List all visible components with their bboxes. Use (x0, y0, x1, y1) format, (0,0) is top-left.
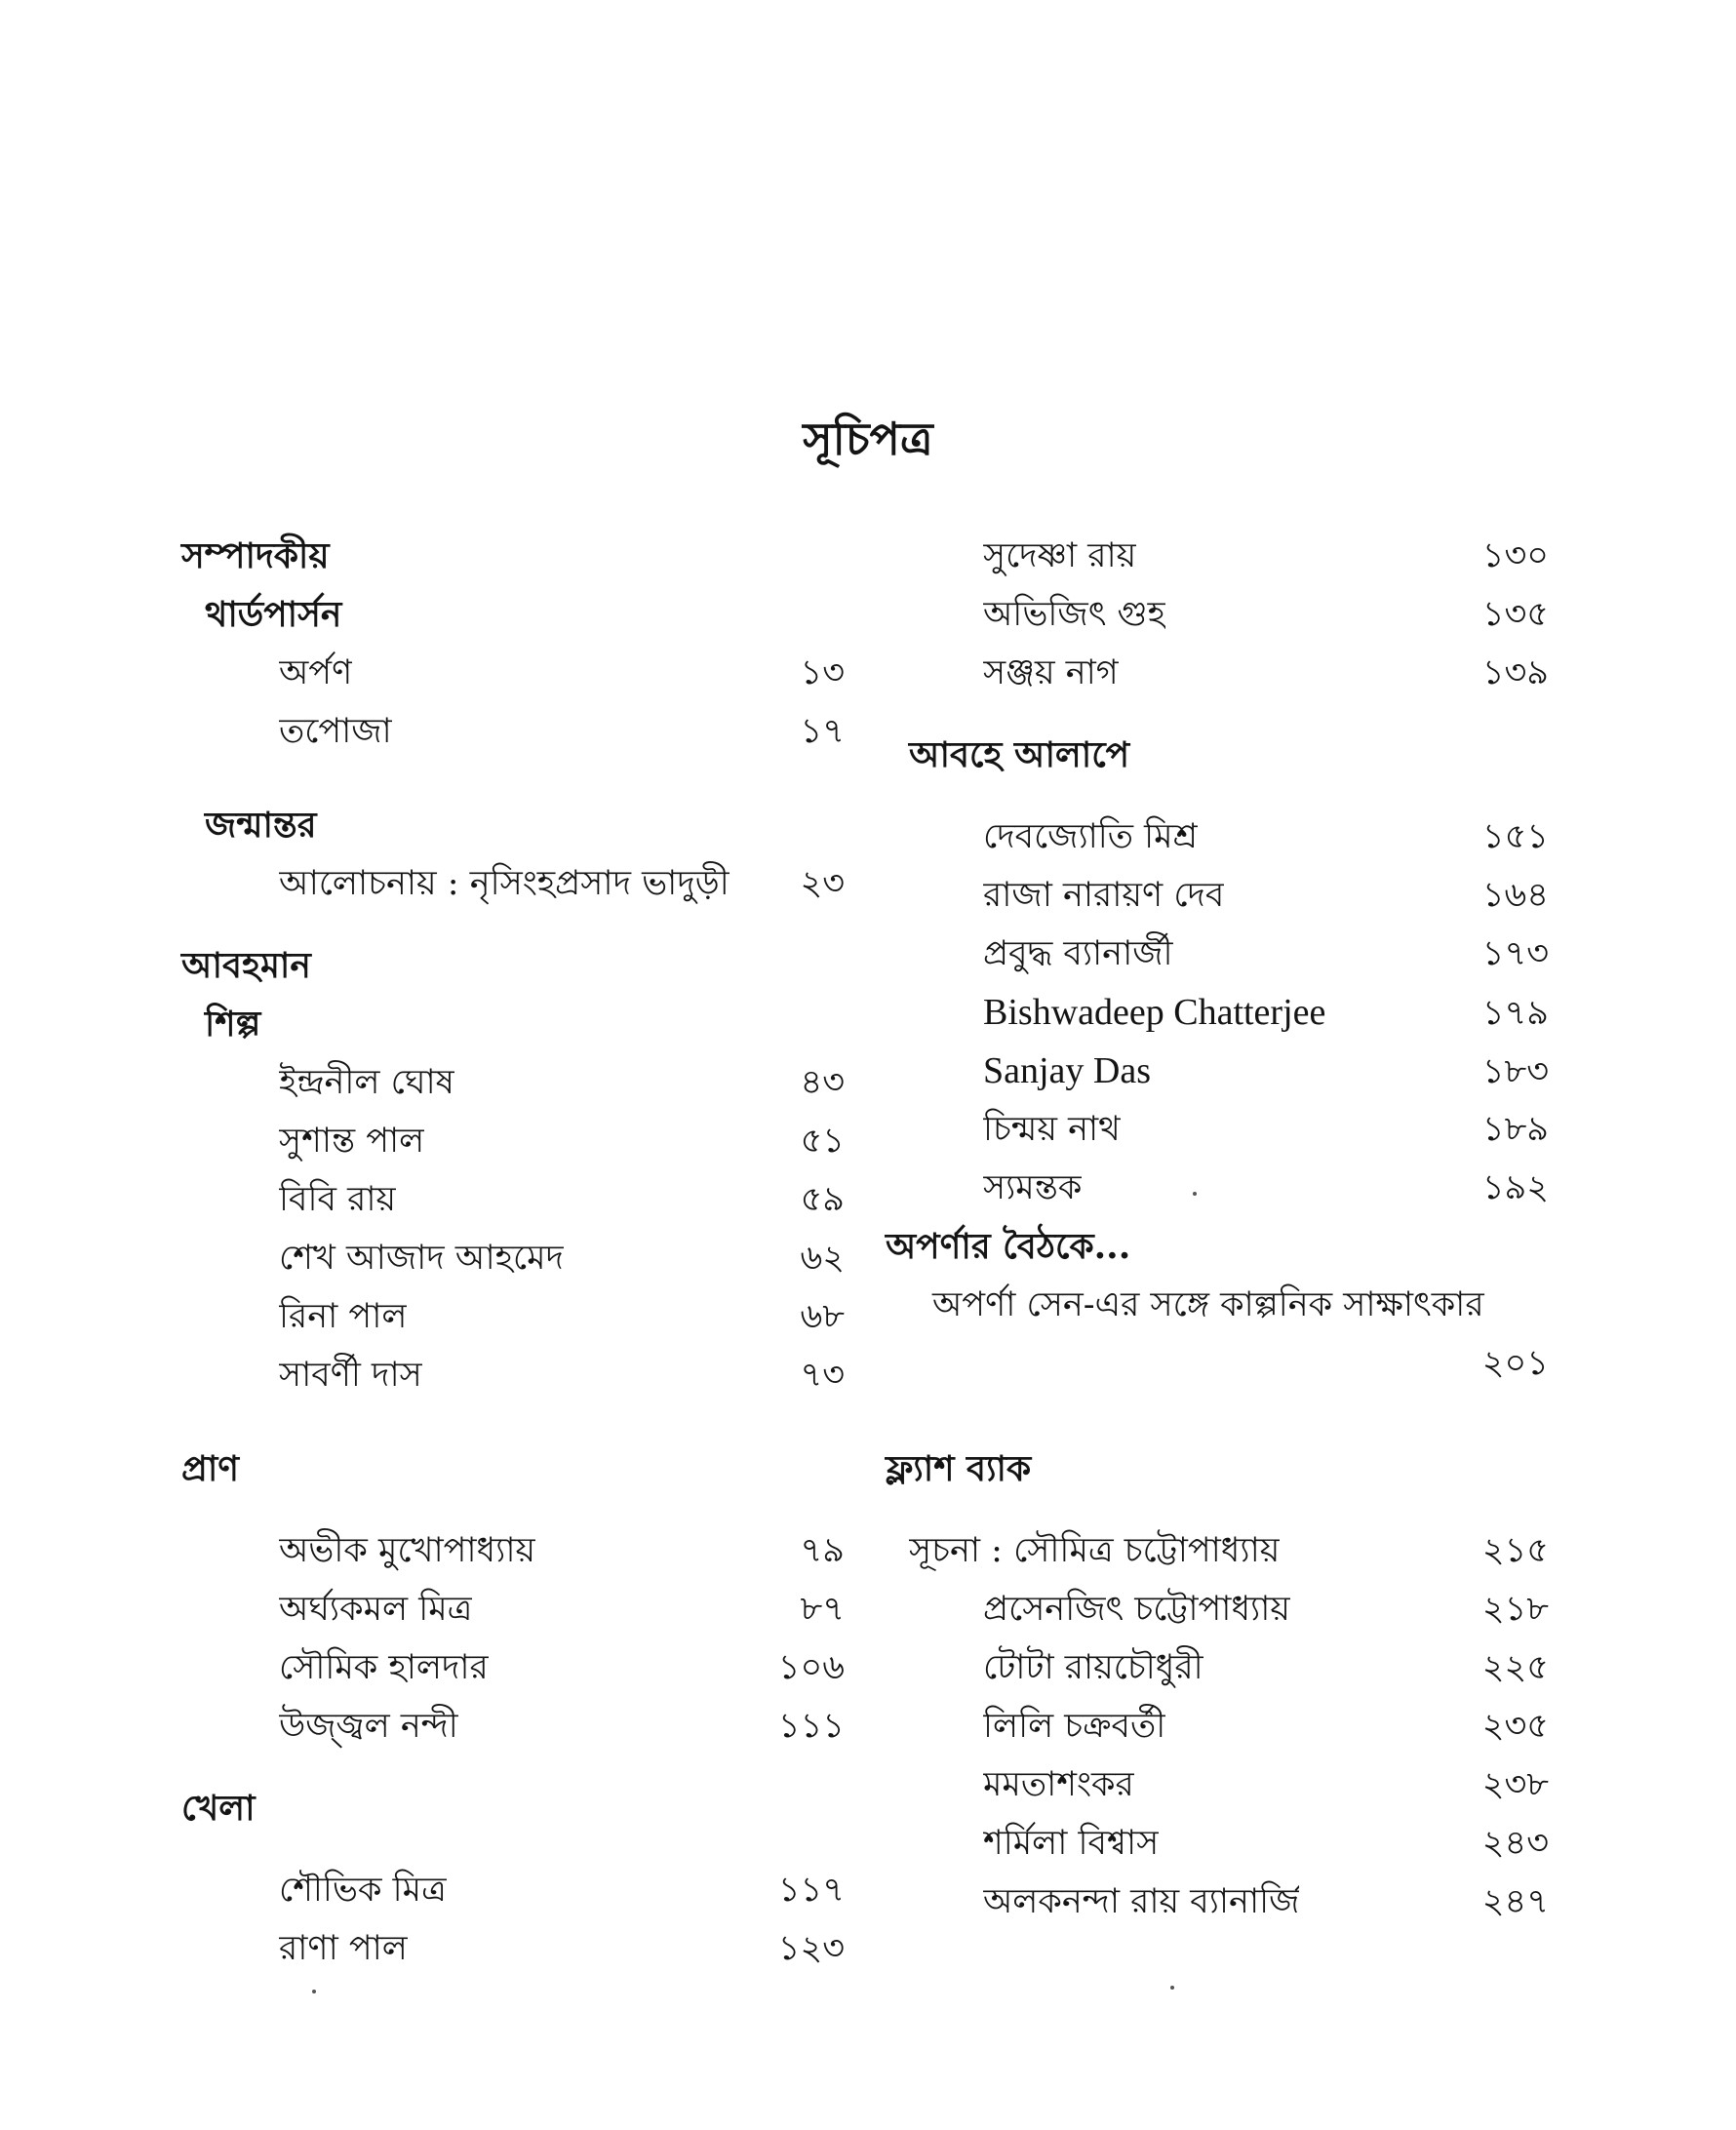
toc-entry[interactable] (886, 527, 1549, 585)
toc-entry[interactable] (181, 1638, 845, 1697)
entry-page-number: ২৪৭ (1481, 1882, 1549, 1921)
entry-page-number: ২৩৮ (1481, 1765, 1549, 1804)
entry-title: অর্ঘ্যকমল মিত্র (279, 1590, 473, 1629)
section-heading-third-person: থার্ডপার্সন (205, 594, 342, 635)
entry-title: রাজা নারায়ণ দেব (983, 876, 1225, 915)
entry-title: লিলি চক্রবর্তী (983, 1707, 1166, 1746)
entry-title: শর্মিলা বিশ্বাস (983, 1824, 1160, 1863)
entry-page-number: ২২৫ (1481, 1648, 1549, 1687)
toc-entry[interactable] (181, 1580, 845, 1638)
entry-title: সৌমিক হালদার (279, 1648, 489, 1687)
section-heading-aparnar-baithake: অপর্ণার বৈঠকে... (886, 1226, 1131, 1267)
entry-title: Bishwadeep Chatterjee (983, 992, 1326, 1033)
entry-page-number: ২৩ (800, 864, 845, 903)
entry-page-number: ২৪৩ (1481, 1824, 1549, 1863)
entry-page-number: ৭৩ (800, 1356, 845, 1395)
entry-title: প্রসেনজিৎ চট্টোপাধ্যায় (983, 1590, 1290, 1629)
toc-entry[interactable] (181, 1053, 845, 1112)
entry-page-number: ১৩০ (1481, 536, 1549, 575)
toc-entry[interactable] (886, 1042, 1549, 1100)
entry-title: অভীক মুখোপাধ্যায় (279, 1531, 536, 1570)
toc-entry[interactable] (886, 585, 1549, 644)
entry-title: বিবি রায় (279, 1180, 397, 1219)
toc-entry[interactable] (886, 1159, 1549, 1217)
section-heading-flashback: ফ্ল্যাশ ব্যাক (886, 1448, 1032, 1489)
section-heading-abahe-alape: আবহে আলাপে (909, 734, 1130, 775)
toc-entry[interactable] (886, 1521, 1549, 1580)
entry-title: স্যমন্তক (983, 1168, 1083, 1207)
toc-entry[interactable] (886, 866, 1549, 925)
toc-entry[interactable] (886, 1580, 1549, 1638)
entry-title: অর্পণ (279, 653, 353, 692)
section-heading-janmantar: জন্মান্তর (205, 805, 317, 846)
section-heading-shilpa: শিল্প (205, 1004, 261, 1045)
toc-entry[interactable] (181, 702, 845, 761)
entry-title: টোটা রায়চৌধুরী (983, 1648, 1203, 1687)
entry-title: রাণা পাল (279, 1929, 408, 1968)
toc-entry[interactable] (886, 1638, 1549, 1697)
toc-entry[interactable] (181, 1861, 845, 1919)
toc-entry[interactable] (886, 925, 1549, 983)
entry-page-number: ১৮৩ (1481, 1052, 1549, 1091)
entry-title: তপোজা (279, 712, 392, 751)
entry-title: সাবর্ণী দাস (279, 1356, 422, 1395)
right-column (886, 527, 1549, 1931)
toc-entry[interactable] (181, 1521, 845, 1580)
toc-entry[interactable] (181, 1229, 845, 1287)
entry-page-number: ২০১ (1481, 1344, 1549, 1383)
entry-title: সূচনা : সৌমিত্র চট্টোপাধ্যায় (909, 1531, 1281, 1570)
entry-page-number: ১১১ (777, 1707, 845, 1746)
toc-entry[interactable] (886, 644, 1549, 702)
toc-entry[interactable] (181, 1112, 845, 1170)
entry-page-number: ১১৭ (777, 1871, 845, 1910)
entry-page-number: ১৭৩ (1481, 934, 1549, 973)
toc-entry[interactable] (886, 1100, 1549, 1159)
entry-page-number: ১৩৯ (1481, 653, 1549, 692)
entry-page-number: ৫৯ (800, 1180, 845, 1219)
toc-entry[interactable] (181, 1697, 845, 1755)
toc-entry[interactable] (181, 644, 845, 702)
entry-title: ইন্দ্রনীল ঘোষ (279, 1063, 454, 1102)
entry-page-number: ১৮৯ (1481, 1110, 1549, 1149)
entry-page-number: ১০৬ (777, 1648, 845, 1687)
entry-title: প্রবুদ্ধ ব্যানার্জী (983, 934, 1173, 973)
toc-entry[interactable] (886, 1873, 1549, 1931)
entry-title: সুদেষ্ণা রায় (983, 536, 1137, 575)
section-heading-khela: খেলা (181, 1788, 256, 1829)
entry-page-number: ৮৭ (800, 1590, 845, 1629)
entry-page-number: ১৭ (800, 712, 845, 751)
scan-speck (312, 1990, 316, 1993)
entry-title: দেবজ্যোতি মিশ্র (983, 817, 1199, 856)
entry-title: উজ্জ্বল নন্দী (279, 1707, 458, 1746)
toc-entry[interactable] (886, 1697, 1549, 1755)
section-heading-pran: প্রাণ (181, 1448, 240, 1489)
entry-title: সঞ্জয় নাগ (983, 653, 1119, 692)
toc-entry[interactable] (886, 1814, 1549, 1873)
entry-page-number: ৬২ (800, 1239, 845, 1278)
entry-page-number: ১২৩ (777, 1929, 845, 1968)
entry-title: অভিজিৎ গুহ (983, 595, 1165, 634)
toc-entry[interactable] (886, 808, 1549, 866)
entry-title: শেখ আজাদ আহমেদ (279, 1239, 564, 1278)
entry-title: আলোচনায় : নৃসিংহপ্রসাদ ভাদুড়ী (279, 864, 730, 903)
entry-title: সুশান্ত পাল (279, 1122, 425, 1161)
entry-page-number: ১৫১ (1481, 817, 1549, 856)
entry-page-number: ৫১ (800, 1122, 845, 1161)
entry-page-number: ২১৫ (1481, 1531, 1549, 1570)
entry-title[interactable]: অপর্ণা সেন-এর সঙ্গে কাল্পনিক সাক্ষাৎকার (932, 1285, 1484, 1324)
entry-page-number: ১৩৫ (1481, 595, 1549, 634)
entry-title: রিনা পাল (279, 1297, 408, 1336)
entry-page-number: ১৯২ (1481, 1168, 1549, 1207)
section-heading-abahaman: আবহমান (181, 945, 311, 986)
toc-entry[interactable] (181, 854, 845, 913)
toc-entry[interactable] (181, 1346, 845, 1404)
entry-page-number: ৭৯ (800, 1531, 845, 1570)
entry-title: মমতাশংকর (983, 1765, 1134, 1804)
toc-entry[interactable] (886, 1755, 1549, 1814)
entry-title: চিন্ময় নাথ (983, 1110, 1121, 1149)
scan-speck (1170, 1986, 1174, 1990)
entry-page-number: ১৭৯ (1481, 994, 1549, 1033)
left-column (181, 527, 845, 1978)
entry-page-number: ৬৮ (800, 1297, 845, 1336)
toc-entry[interactable] (181, 1287, 845, 1346)
entry-page-number: ২১৮ (1481, 1590, 1549, 1629)
entry-page-number: ১৬৪ (1481, 876, 1549, 915)
entry-page-number: ৪৩ (800, 1063, 845, 1102)
toc-entry[interactable] (886, 983, 1549, 1042)
toc-entry[interactable] (181, 1919, 845, 1978)
toc-entry[interactable] (181, 1170, 845, 1229)
entry-title: অলকনন্দা রায় ব্যানার্জি (983, 1882, 1300, 1921)
section-heading-editorial: সম্পাদকীয় (181, 535, 330, 576)
scan-speck (1193, 1192, 1197, 1196)
entry-page-number: ১৩ (800, 653, 845, 692)
entry-title: শৌভিক মিত্র (279, 1871, 447, 1910)
page-title: সূচিপত্র (803, 413, 933, 465)
entry-title: Sanjay Das (983, 1050, 1152, 1091)
entry-page-number: ২৩৫ (1481, 1707, 1549, 1746)
